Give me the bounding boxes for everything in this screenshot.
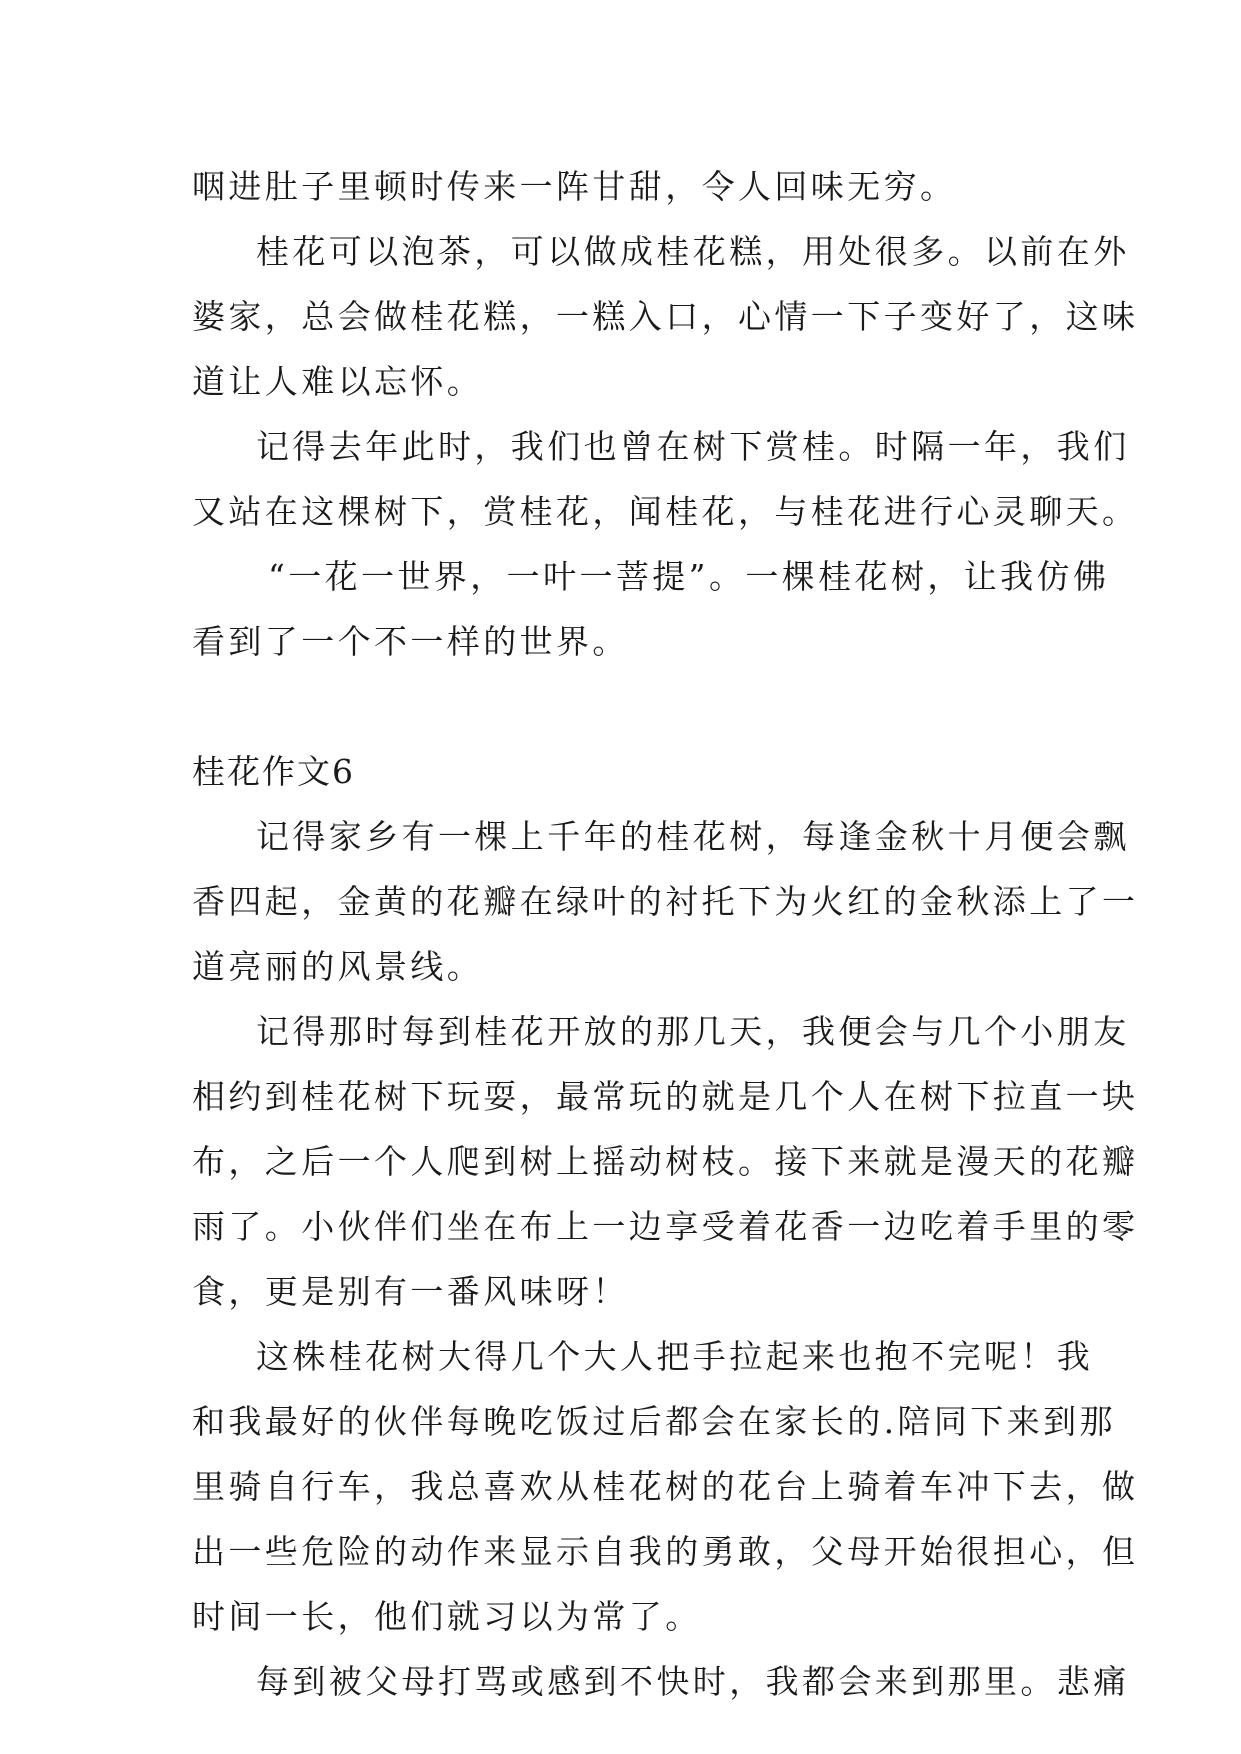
- section-heading: 桂花作文6: [192, 752, 355, 791]
- text-line: 出一些危险的动作来显示自我的勇敢，父母开始很担心，但: [192, 1532, 1139, 1571]
- text-line: 雨了。小伙伴们坐在布上一边享受着花香一边吃着手里的零: [192, 1207, 1139, 1246]
- paragraph-start: 记得去年此时，我们也曾在树下赏桂。时隔一年，我们: [256, 427, 1130, 466]
- text-line: 看到了一个不一样的世界。: [192, 622, 629, 661]
- paragraph-start: 记得那时每到桂花开放的那几天，我便会与几个小朋友: [256, 1012, 1130, 1051]
- text-line: 里骑自行车，我总喜欢从桂花树的花台上骑着车冲下去，做: [192, 1467, 1139, 1506]
- text-line: 道让人难以忘怀。: [192, 362, 484, 401]
- paragraph-start: 记得家乡有一棵上千年的桂花树，每逢金秋十月便会飘: [256, 817, 1130, 856]
- paragraph-start: 每到被父母打骂或感到不快时，我都会来到那里。悲痛: [256, 1662, 1130, 1701]
- text-line: 婆家，总会做桂花糕，一糕入口，心情一下子变好了，这味: [192, 297, 1139, 336]
- text-line: 又站在这棵树下，赏桂花，闻桂花，与桂花进行心灵聊天。: [192, 492, 1139, 531]
- text-line: 香四起，金黄的花瓣在绿叶的衬托下为火红的金秋添上了一: [192, 882, 1139, 921]
- text-line: 和我最好的伙伴每晚吃饭过后都会在家长的.陪同下来到那: [192, 1402, 1116, 1441]
- text-line: 相约到桂花树下玩耍，最常玩的就是几个人在树下拉直一块: [192, 1077, 1139, 1116]
- paragraph-start: 桂花可以泡茶，可以做成桂花糕，用处很多。以前在外: [256, 232, 1130, 271]
- text-line: 食，更是别有一番风味呀！: [192, 1272, 629, 1311]
- paragraph-start: 这株桂花树大得几个大人把手拉起来也抱不完呢！我: [256, 1337, 1094, 1376]
- text-line: 咽进肚子里顿时传来一阵甘甜，令人回味无穷。: [192, 167, 957, 206]
- paragraph-start: “一花一世界，一叶一菩提”。一棵桂花树，让我仿佛: [268, 557, 1110, 596]
- text-line: 时间一长，他们就习以为常了。: [192, 1597, 702, 1636]
- text-line: 道亮丽的风景线。: [192, 947, 484, 986]
- text-line: 布，之后一个人爬到树上摇动树枝。接下来就是漫天的花瓣: [192, 1142, 1139, 1181]
